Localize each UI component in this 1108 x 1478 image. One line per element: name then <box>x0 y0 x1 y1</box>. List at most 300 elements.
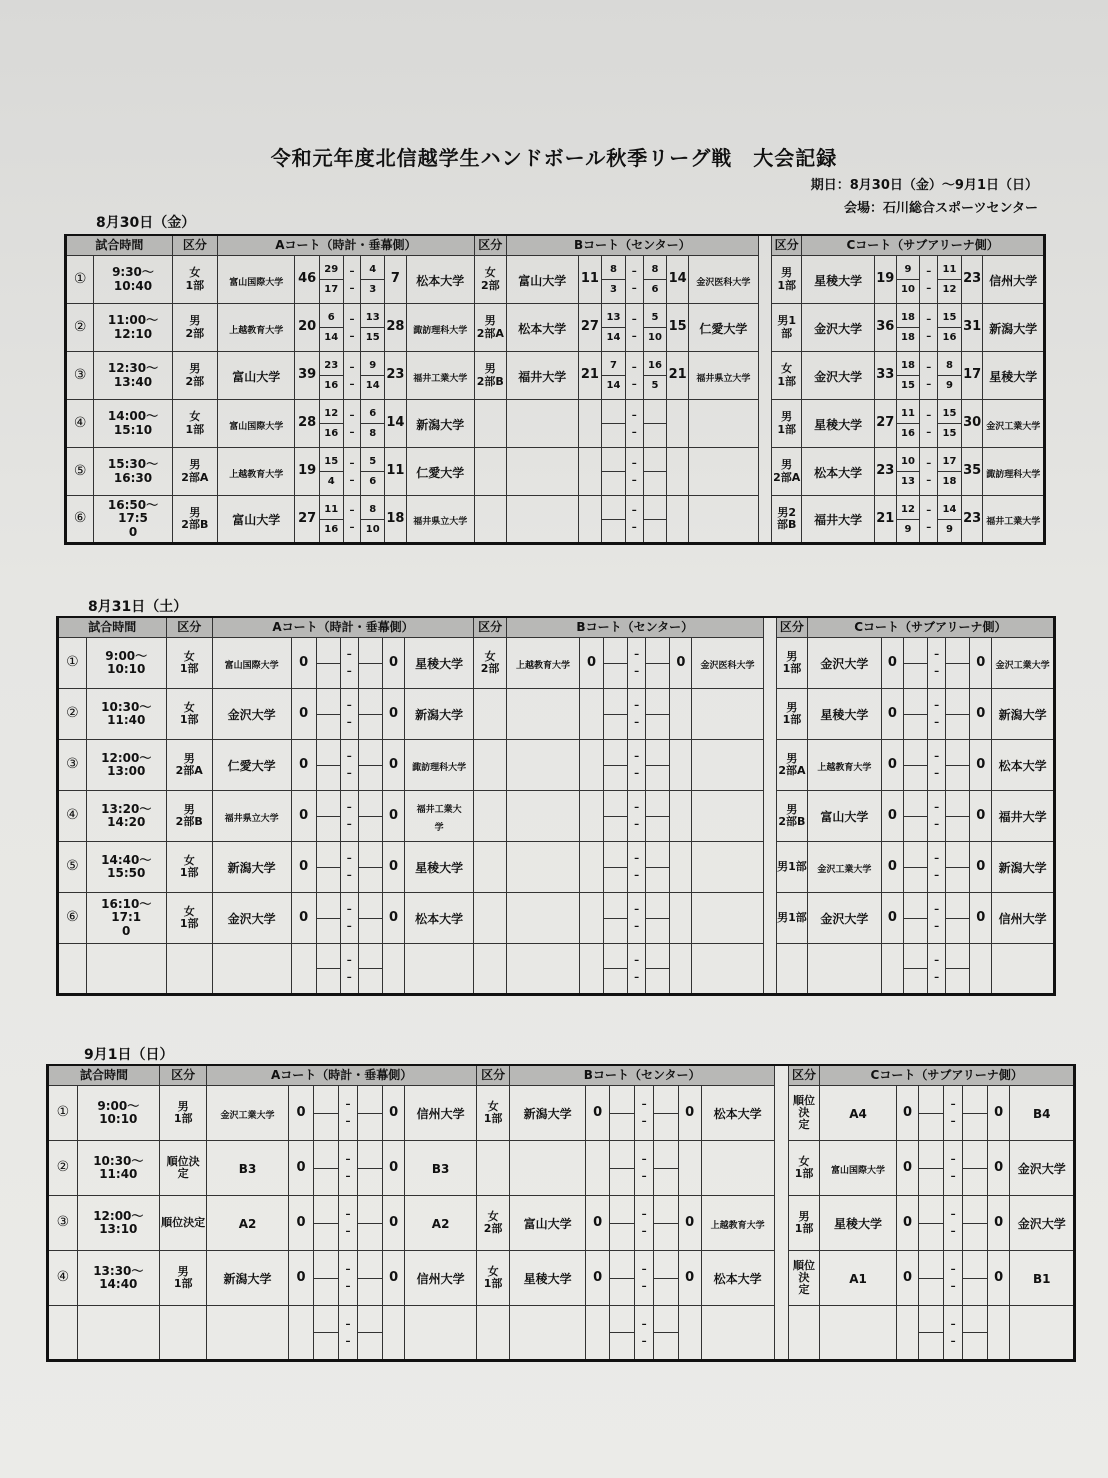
header-court-c: Cコート（サブアリーナ側） <box>802 235 1045 256</box>
category-cell: 女 1部 <box>172 256 217 304</box>
team-away <box>405 1306 476 1361</box>
score-away <box>678 1306 701 1361</box>
half-separator: – – <box>625 496 643 544</box>
match-time: 11:00～ 12:10 <box>94 304 172 352</box>
team-home: 上越教育大学 <box>217 448 294 496</box>
half-scores-away <box>358 689 382 740</box>
match-number: ② <box>58 689 87 740</box>
half-scores-away <box>946 638 970 689</box>
score-home <box>288 1306 314 1361</box>
team-home: 星稜大学 <box>802 400 875 448</box>
team-home <box>506 689 579 740</box>
team-away <box>992 944 1055 995</box>
score-away: 0 <box>970 638 992 689</box>
score-away: 14 <box>385 400 407 448</box>
half-separator: – – <box>927 740 945 791</box>
team-away: 福井県立大学 <box>688 352 758 400</box>
score-away: 23 <box>961 496 983 544</box>
match-time: 12:00～ 13:00 <box>86 740 166 791</box>
half-scores-away: 4 3 <box>361 256 385 304</box>
half-scores-home <box>903 791 927 842</box>
day-label: 8月30日（金） <box>96 215 196 231</box>
score-away: 35 <box>961 448 983 496</box>
half-scores-away <box>357 1196 382 1251</box>
score-home: 28 <box>295 400 320 448</box>
category-cell: 男 2部A <box>474 304 506 352</box>
half-separator: – – <box>635 1306 654 1361</box>
team-home: 福井県立大学 <box>212 791 291 842</box>
half-scores-away <box>646 791 670 842</box>
half-separator: – – <box>625 352 643 400</box>
column-gap <box>774 1196 788 1251</box>
day-label: 8月31日（土） <box>88 599 188 615</box>
category-cell <box>474 740 507 791</box>
header-category: 区分 <box>777 617 808 638</box>
score-home <box>579 689 603 740</box>
score-away: 0 <box>970 842 992 893</box>
score-away: 0 <box>382 689 404 740</box>
half-scores-home: 9 10 <box>896 256 920 304</box>
half-scores-away <box>357 1251 382 1306</box>
score-home <box>579 944 603 995</box>
half-scores-home <box>316 893 340 944</box>
half-separator: – – <box>920 304 938 352</box>
score-home: 0 <box>291 842 316 893</box>
score-home: 0 <box>881 842 903 893</box>
score-home <box>579 791 603 842</box>
score-home <box>291 944 316 995</box>
table-row <box>58 689 1055 740</box>
team-away <box>701 1141 774 1196</box>
period-text: 期日：8月30日（金）～9月1日（日） <box>810 178 1038 193</box>
half-scores-home <box>602 400 626 448</box>
half-separator: – – <box>339 1141 358 1196</box>
team-home <box>510 1306 585 1361</box>
team-away: 仁愛大学 <box>406 448 474 496</box>
match-number: ① <box>58 638 87 689</box>
team-away: 信州大学 <box>992 893 1055 944</box>
match-number <box>58 944 87 995</box>
team-away: 諏訪理科大学 <box>405 740 474 791</box>
column-gap <box>774 1251 788 1306</box>
category-cell: 順位決 定 <box>788 1086 820 1141</box>
category-cell: 男 2部A <box>772 448 802 496</box>
team-away: 福井県立大学 <box>406 496 474 544</box>
half-separator: – – <box>920 256 938 304</box>
half-scores-away <box>646 893 670 944</box>
team-away: B1 <box>1010 1251 1075 1306</box>
team-home: 福井大学 <box>802 496 875 544</box>
team-home: 星稜大学 <box>802 256 875 304</box>
score-away <box>667 448 689 496</box>
score-away: 17 <box>961 352 983 400</box>
team-away <box>688 400 758 448</box>
score-away: 0 <box>987 1196 1010 1251</box>
match-time: 12:00～ 13:10 <box>77 1196 159 1251</box>
team-away: 新潟大学 <box>992 842 1055 893</box>
half-scores-home <box>316 638 340 689</box>
score-home: 0 <box>288 1141 314 1196</box>
half-scores-away <box>946 842 970 893</box>
half-separator: – – <box>625 304 643 352</box>
category-cell: 男 2部A <box>166 740 212 791</box>
header-time: 試合時間 <box>66 235 173 256</box>
half-separator: – – <box>343 256 361 304</box>
category-cell: 男 2部A <box>777 740 808 791</box>
match-time: 14:00～ 15:10 <box>94 400 172 448</box>
category-cell <box>476 1141 510 1196</box>
half-scores-home <box>314 1086 339 1141</box>
team-away: 新潟大学 <box>992 689 1055 740</box>
team-home: 富山大学 <box>217 496 294 544</box>
score-home: 20 <box>295 304 320 352</box>
score-home: 0 <box>881 689 903 740</box>
half-scores-away <box>946 740 970 791</box>
team-home: 星稜大学 <box>510 1251 585 1306</box>
score-home: 0 <box>585 1196 610 1251</box>
header-court-b: Bコート（センター） <box>510 1065 774 1086</box>
half-scores-away <box>654 1086 679 1141</box>
match-time: 9:00～ 10:10 <box>86 638 166 689</box>
half-scores-away <box>358 944 382 995</box>
half-scores-home <box>903 740 927 791</box>
match-time: 9:00～ 10:10 <box>77 1086 159 1141</box>
half-scores-home <box>602 448 626 496</box>
half-scores-home <box>604 689 628 740</box>
header-court-c: Cコート（サブアリーナ側） <box>807 617 1054 638</box>
match-time: 13:20～ 14:20 <box>86 791 166 842</box>
half-scores-home: 11 16 <box>896 400 920 448</box>
team-away <box>692 893 763 944</box>
half-separator: – – <box>339 1196 358 1251</box>
category-cell: 男 2部 <box>172 304 217 352</box>
half-separator: – – <box>625 256 643 304</box>
category-cell: 女 2部 <box>476 1196 510 1251</box>
category-cell: 男2部B <box>772 496 802 544</box>
half-scores-home <box>610 1251 635 1306</box>
half-separator: – – <box>920 448 938 496</box>
category-cell <box>476 1306 510 1361</box>
half-scores-home <box>316 842 340 893</box>
column-gap <box>758 304 771 352</box>
category-cell <box>474 944 507 995</box>
half-separator: – – <box>625 400 643 448</box>
team-home: A1 <box>820 1251 896 1306</box>
half-separator: – – <box>343 400 361 448</box>
half-scores-home <box>903 638 927 689</box>
category-cell: 女 1部 <box>476 1086 510 1141</box>
score-home: 19 <box>874 256 896 304</box>
column-gap <box>774 1306 788 1361</box>
score-away: 21 <box>667 352 689 400</box>
day-label: 9月1日（日） <box>84 1047 174 1063</box>
team-away: 金沢工業大学 <box>983 400 1045 448</box>
team-home: 金沢工業大学 <box>207 1086 288 1141</box>
half-scores-away: 6 8 <box>361 400 385 448</box>
team-home <box>506 791 579 842</box>
category-cell <box>166 944 212 995</box>
table-row <box>48 1306 1075 1361</box>
column-gap <box>763 893 776 944</box>
half-separator: – – <box>339 1251 358 1306</box>
half-separator: – – <box>920 400 938 448</box>
score-away: 7 <box>385 256 407 304</box>
half-scores-away: 17 18 <box>938 448 962 496</box>
category-cell <box>777 944 808 995</box>
team-home: 新潟大学 <box>207 1251 288 1306</box>
half-scores-away <box>646 689 670 740</box>
half-scores-away <box>962 1196 987 1251</box>
team-home <box>820 1306 896 1361</box>
half-separator: – – <box>927 842 945 893</box>
table-row <box>58 842 1055 893</box>
team-home: 仁愛大学 <box>212 740 291 791</box>
score-away: 0 <box>970 791 992 842</box>
half-scores-home: 13 14 <box>602 304 626 352</box>
half-scores-home: 7 14 <box>602 352 626 400</box>
score-away: 0 <box>382 1251 405 1306</box>
half-scores-home: 6 14 <box>319 304 343 352</box>
team-home: 金沢大学 <box>802 352 875 400</box>
column-gap <box>758 400 771 448</box>
team-away: 諏訪理科大学 <box>983 448 1045 496</box>
score-away: 18 <box>385 496 407 544</box>
score-home: 0 <box>579 638 603 689</box>
team-home: 富山国際大学 <box>217 256 294 304</box>
score-away <box>667 496 689 544</box>
header-category: 区分 <box>166 617 212 638</box>
team-home: 富山大学 <box>807 791 881 842</box>
table-row <box>66 400 1045 448</box>
document-title: 令和元年度北信越学生ハンドボール秋季リーグ戦 大会記録 <box>270 146 838 170</box>
score-away <box>678 1141 701 1196</box>
score-away: 0 <box>678 1086 701 1141</box>
half-separator: – – <box>339 1306 358 1361</box>
category-cell: 男 2部 <box>172 352 217 400</box>
table-row <box>48 1141 1075 1196</box>
half-scores-home <box>903 689 927 740</box>
category-cell: 男 2部B <box>474 352 506 400</box>
team-away: B4 <box>1010 1086 1075 1141</box>
half-separator: – – <box>343 352 361 400</box>
team-away: 新潟大学 <box>406 400 474 448</box>
match-time: 9:30～ 10:40 <box>94 256 172 304</box>
score-away: 14 <box>667 256 689 304</box>
score-away: 0 <box>970 740 992 791</box>
category-cell: 女 1部 <box>166 638 212 689</box>
half-scores-home <box>314 1251 339 1306</box>
score-home: 39 <box>295 352 320 400</box>
half-separator: – – <box>635 1196 654 1251</box>
team-home: 金沢工業大学 <box>807 842 881 893</box>
category-cell: 女 2部 <box>474 638 507 689</box>
half-scores-away <box>358 740 382 791</box>
header-category: 区分 <box>788 1065 820 1086</box>
half-scores-away: 5 10 <box>643 304 667 352</box>
team-away <box>1010 1306 1075 1361</box>
category-cell: 男 1部 <box>159 1251 207 1306</box>
half-separator: – – <box>340 944 358 995</box>
half-separator: – – <box>927 893 945 944</box>
half-scores-away: 14 9 <box>938 496 962 544</box>
match-number: ④ <box>58 791 87 842</box>
team-away: 松本大学 <box>406 256 474 304</box>
half-scores-home <box>610 1141 635 1196</box>
score-home <box>579 740 603 791</box>
match-number: ③ <box>48 1196 78 1251</box>
score-away <box>670 740 692 791</box>
half-scores-away <box>643 496 667 544</box>
half-separator: – – <box>339 1086 358 1141</box>
match-number: ⑥ <box>58 893 87 944</box>
header-category: 区分 <box>474 235 506 256</box>
team-home <box>207 1306 288 1361</box>
half-scores-home <box>610 1196 635 1251</box>
score-away: 23 <box>385 352 407 400</box>
score-away <box>987 1306 1010 1361</box>
team-home: 富山国際大学 <box>212 638 291 689</box>
team-home <box>212 944 291 995</box>
category-cell: 男 2部B <box>172 496 217 544</box>
score-home: 0 <box>881 791 903 842</box>
team-home: 松本大学 <box>506 304 578 352</box>
team-home: 富山大学 <box>217 352 294 400</box>
category-cell <box>474 400 506 448</box>
half-scores-away <box>946 791 970 842</box>
half-scores-away: 11 12 <box>938 256 962 304</box>
team-away <box>405 944 474 995</box>
match-number: ③ <box>66 352 94 400</box>
team-away: 松本大学 <box>405 893 474 944</box>
team-away: 星稜大学 <box>405 638 474 689</box>
score-home <box>585 1141 610 1196</box>
score-home: 21 <box>874 496 896 544</box>
score-away: 0 <box>970 893 992 944</box>
half-scores-home: 10 13 <box>896 448 920 496</box>
half-scores-home <box>604 842 628 893</box>
half-scores-home: 29 17 <box>319 256 343 304</box>
half-separator: – – <box>920 352 938 400</box>
team-home: 星稜大学 <box>807 689 881 740</box>
half-scores-away <box>357 1141 382 1196</box>
team-away: 金沢大学 <box>1010 1196 1075 1251</box>
half-separator: – – <box>944 1196 963 1251</box>
schedule-day-1 <box>64 234 1046 545</box>
half-scores-away: 9 14 <box>361 352 385 400</box>
team-home: 金沢大学 <box>807 638 881 689</box>
half-separator: – – <box>635 1086 654 1141</box>
team-away <box>692 944 763 995</box>
score-away <box>970 944 992 995</box>
schedule-day-2 <box>56 616 1056 996</box>
team-away: 金沢医科大学 <box>688 256 758 304</box>
score-away <box>670 893 692 944</box>
half-scores-home <box>604 638 628 689</box>
score-home: 0 <box>896 1251 919 1306</box>
score-home: 21 <box>578 352 602 400</box>
team-away: 仁愛大学 <box>688 304 758 352</box>
half-scores-home <box>919 1086 944 1141</box>
category-cell: 男 1部 <box>777 638 808 689</box>
category-cell: 女 1部 <box>772 352 802 400</box>
half-scores-away: 8 6 <box>643 256 667 304</box>
team-home: 福井大学 <box>506 352 578 400</box>
category-cell: 女 1部 <box>172 400 217 448</box>
team-away: 上越教育大学 <box>701 1196 774 1251</box>
team-home <box>506 944 579 995</box>
half-scores-away <box>358 638 382 689</box>
team-away: 福井大学 <box>992 791 1055 842</box>
half-scores-home: 18 18 <box>896 304 920 352</box>
score-home: 46 <box>295 256 320 304</box>
half-scores-away <box>962 1306 987 1361</box>
match-time: 12:30～ 13:40 <box>94 352 172 400</box>
half-scores-away <box>946 893 970 944</box>
score-home: 0 <box>881 893 903 944</box>
half-separator: – – <box>628 740 646 791</box>
column-gap <box>758 235 771 256</box>
score-home: 11 <box>578 256 602 304</box>
score-home <box>579 842 603 893</box>
half-separator: – – <box>340 689 358 740</box>
half-scores-home: 15 4 <box>319 448 343 496</box>
score-away <box>670 944 692 995</box>
half-scores-home <box>314 1141 339 1196</box>
team-away <box>692 791 763 842</box>
match-number: ② <box>66 304 94 352</box>
half-scores-away <box>962 1141 987 1196</box>
score-home <box>896 1306 919 1361</box>
half-scores-home <box>919 1306 944 1361</box>
category-cell: 順位決 定 <box>159 1141 207 1196</box>
score-away: 0 <box>382 740 404 791</box>
header-category: 区分 <box>159 1065 207 1086</box>
category-cell: 男 2部A <box>172 448 217 496</box>
half-scores-away <box>646 842 670 893</box>
schedule-day-3 <box>46 1064 1076 1362</box>
team-home: 富山大学 <box>510 1196 585 1251</box>
team-home <box>506 842 579 893</box>
score-home <box>579 893 603 944</box>
half-scores-home <box>316 944 340 995</box>
half-separator: – – <box>340 740 358 791</box>
table-row <box>58 791 1055 842</box>
score-away: 0 <box>987 1251 1010 1306</box>
team-home: 金沢大学 <box>212 893 291 944</box>
half-scores-away: 8 10 <box>361 496 385 544</box>
half-scores-away: 5 6 <box>361 448 385 496</box>
category-cell <box>788 1306 820 1361</box>
half-scores-home <box>919 1196 944 1251</box>
category-cell: 男 2部B <box>777 791 808 842</box>
half-scores-home: 12 9 <box>896 496 920 544</box>
category-cell <box>474 448 506 496</box>
team-home: 星稜大学 <box>820 1196 896 1251</box>
team-home: 金沢大学 <box>212 689 291 740</box>
venue-text: 会場：石川総合スポーツセンター <box>844 201 1038 216</box>
half-separator: – – <box>927 791 945 842</box>
half-scores-away: 13 15 <box>361 304 385 352</box>
half-separator: – – <box>343 304 361 352</box>
score-home: 0 <box>291 740 316 791</box>
team-away <box>688 448 758 496</box>
half-scores-away: 8 9 <box>938 352 962 400</box>
team-away <box>688 496 758 544</box>
score-away: 0 <box>382 893 404 944</box>
table-row <box>48 1086 1075 1141</box>
match-number: ④ <box>66 400 94 448</box>
category-cell: 男 2部B <box>166 791 212 842</box>
